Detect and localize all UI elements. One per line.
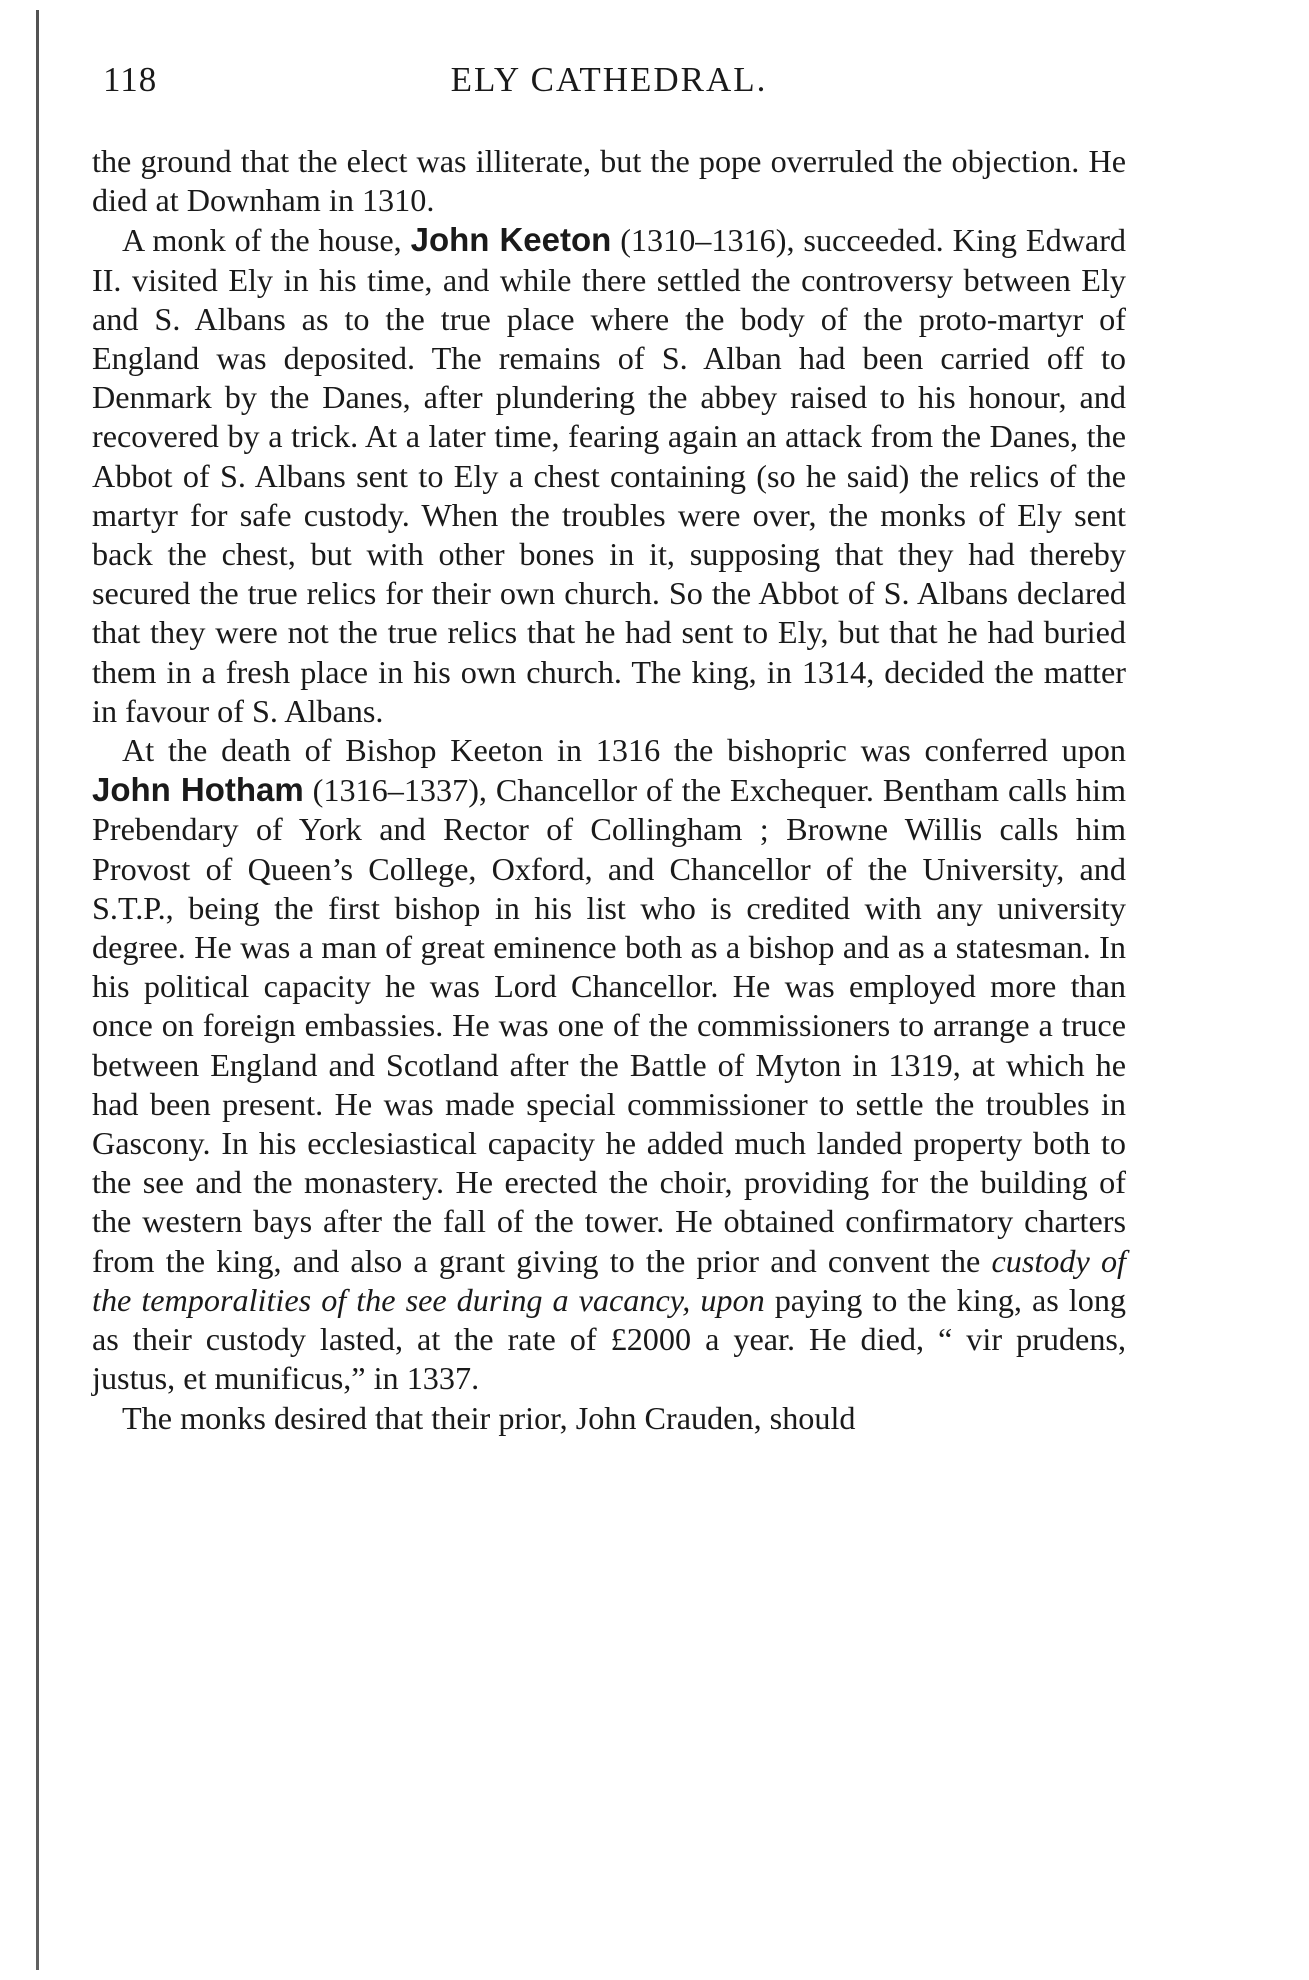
text-run: At the death of Bishop Keeton in 1316 the bishopric was conferred upon (122, 732, 1126, 769)
book-page (92, 60, 1126, 1438)
italic-text-run: custody of the temporalities of the see during a vacancy, upon (92, 1242, 1127, 1318)
text-run: A monk of the house, (122, 222, 411, 259)
body-text (92, 142, 1126, 1438)
page-binding-edge (36, 10, 39, 1970)
text-run: The monks desired that their prior, John Crauden, should (122, 1399, 856, 1436)
text-run: the ground that the elect was illiterate, but the pope overruled the objection. He died at Downham in 1310. (92, 143, 1126, 219)
text-run: (1310–1316), succeeded. King Edward II. visited Ely in his time, and while there settled the controversy between Ely and S. Albans as to the true place where the body of the proto-martyr of England was deposited. The remains of S. Alban had been carried off to Denmark by the Danes, after plundering the abbey raised to his honour, and recovered by a trick. At a later time, fearing again an attack from the Danes, the Abbot of S. Albans sent to Ely a chest containing (so he said) the relics of the martyr for safe custody. When the troubles were over, the monks of Ely sent back the chest, but with other bones in it, supposing that they had thereby secured the true relics for their own church. So the Abbot of S. Albans declared that they were not the true relics that he had sent to Ely, but that he had buried them in a fresh place in his own church. The king, in 1314, decided the matter in favour of S. Albans. (92, 222, 1127, 729)
running-header (92, 60, 1126, 112)
paragraph-john-hotham (92, 731, 1126, 1398)
text-run: (1316–1337), Chancellor of the Exchequer. Bentham calls him Prebendary of York and Rector of Collingham ; Browne Willis calls him Provost of Queen’s College, Oxford, and Chancellor of the University, and S.T.P., being the first bishop in his list who is credited with any university degree. He was a man of great eminence both as a bishop and as a statesman. In his political capacity he was Lord Chancellor. He was employed more than once on foreign embassies. He was one of the commissioners to arrange a truce between England and Scotland after the Battle of Myton in 1319, at which he had been present. He was made special commissioner to settle the troubles in Gascony. In his ecclesiastical capacity he added much landed property both to the see and the monastery. He erected the choir, providing for the building of the western bays after the fall of the tower. He obtained confirmatory charters from the king, and also a grant giving to the prior and convent the (92, 772, 1127, 1279)
running-title: ELY CATHEDRAL. (450, 60, 768, 99)
paragraph-john-keeton (92, 220, 1126, 731)
bishop-name-keeton: John Keeton (410, 221, 612, 259)
page-number: 118 (103, 60, 158, 99)
paragraph-john-crauden (92, 1399, 1126, 1438)
text-run: paying to the king, as long as their custody lasted, at the rate of £2000 a year. He died, “ vir prudens, justus, et munificus,” in 1337. (92, 1281, 1127, 1397)
paragraph-continuation (92, 142, 1126, 220)
bishop-name-hotham: John Hotham (92, 771, 304, 809)
